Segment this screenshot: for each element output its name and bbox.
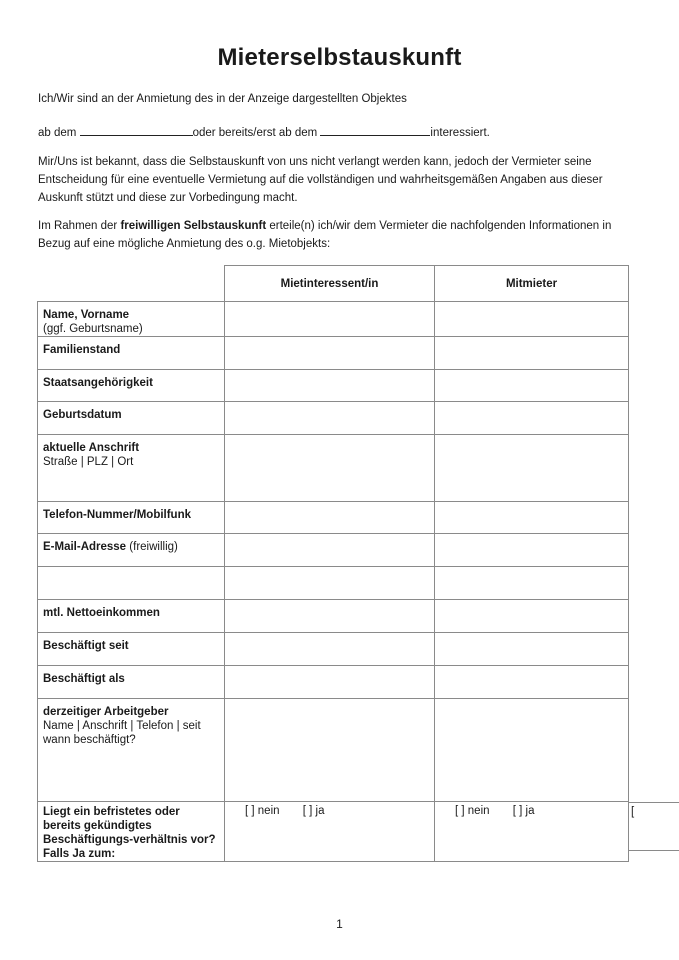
- applicant-cell[interactable]: [225, 502, 435, 534]
- table-row: [38, 435, 629, 502]
- row-label-text: Liegt ein befristetes oder bereits gekündigtes Beschäftigungs-verhältnis vor? Falls Ja zum:: [43, 806, 216, 860]
- page-number: 1: [336, 917, 343, 931]
- cotenant-cell[interactable]: [435, 337, 629, 370]
- row-label: [38, 370, 225, 402]
- row-label: [38, 802, 225, 862]
- clipped-column-fragment: [628, 802, 679, 851]
- table-row: [38, 534, 629, 567]
- row-label-text: Beschäftigt seit: [43, 640, 129, 652]
- applicant-option-ja[interactable]: [ ] ja: [302, 805, 325, 817]
- row-label: [38, 337, 225, 370]
- row-label-text: mtl. Nettoeinkommen: [43, 607, 160, 619]
- col-header-cotenant: Mitmieter: [435, 266, 629, 302]
- row-label: [38, 534, 225, 567]
- applicant-cell[interactable]: [225, 600, 435, 633]
- row-label-text: Staatsangehörigkeit: [43, 377, 153, 389]
- row-label-sub: Straße | PLZ | Ort: [43, 456, 134, 468]
- applicant-cell[interactable]: [225, 633, 435, 666]
- table-row: [38, 567, 629, 600]
- table-row: [38, 337, 629, 370]
- cotenant-cell[interactable]: [435, 370, 629, 402]
- start-date-field[interactable]: [80, 123, 193, 136]
- frame-text-start: Im Rahmen der: [38, 220, 121, 232]
- cotenant-cell[interactable]: [435, 633, 629, 666]
- row-label-empty: [38, 567, 225, 600]
- row-label-sub: (ggf. Geburtsname): [43, 323, 143, 335]
- cotenant-cell[interactable]: [435, 567, 629, 600]
- row-label: [38, 600, 225, 633]
- row-label: [38, 302, 225, 337]
- table-row: [38, 302, 629, 337]
- cotenant-cell[interactable]: [435, 534, 629, 567]
- applicant-cell[interactable]: [225, 699, 435, 802]
- row-label: [38, 633, 225, 666]
- row-label: [38, 699, 225, 802]
- col-header-applicant: Mietinteressent/in: [225, 266, 435, 302]
- applicant-cell[interactable]: [225, 534, 435, 567]
- applicant-cell: [225, 802, 435, 862]
- header-row: [38, 266, 629, 302]
- cotenant-cell[interactable]: [435, 302, 629, 337]
- row-label-text: Familienstand: [43, 344, 121, 356]
- frame-text-end: erteile(n) ich/wir dem Vermieter die nachfolgenden Informationen in Bezug auf eine mögliche Anmietung des o.g. Mietobjekts:: [38, 220, 612, 250]
- table-row: [38, 633, 629, 666]
- row-label-text: E-Mail-Adresse: [43, 541, 127, 553]
- applicant-cell[interactable]: [225, 567, 435, 600]
- notice-text: Mir/Uns ist bekannt, dass die Selbstauskunft von uns nicht verlangt werden kann, jedoch der Vermieter seine Entscheidung für eine eventuelle Vermietung auf die vollständigen und wahrheitsgemäßen Angaben aus dieser Auskunft stützt und diese zur Vorbedingung macht.: [38, 156, 603, 204]
- cotenant-cell[interactable]: [435, 600, 629, 633]
- applicant-cell[interactable]: [225, 666, 435, 699]
- applicant-cell[interactable]: [225, 302, 435, 337]
- row-label-text: aktuelle Anschrift: [43, 442, 140, 454]
- table-row: [38, 370, 629, 402]
- frame-text: [38, 217, 638, 253]
- applicant-cell[interactable]: [225, 370, 435, 402]
- date-prefix: ab dem: [38, 127, 77, 139]
- header-corner: [38, 266, 225, 302]
- cotenant-cell[interactable]: [435, 435, 629, 502]
- cotenant-cell[interactable]: [435, 699, 629, 802]
- applicant-cell[interactable]: [225, 435, 435, 502]
- cotenant-option-nein[interactable]: [ ] nein: [455, 805, 490, 817]
- date-middle: oder bereits/erst ab dem: [192, 127, 318, 139]
- cotenant-cell[interactable]: [435, 402, 629, 435]
- intro-text: Ich/Wir sind an der Anmietung des in der Anzeige dargestellten Objektes: [38, 93, 407, 105]
- clipped-bracket: [: [631, 806, 635, 818]
- document-title: Mieterselbstauskunft: [217, 44, 462, 71]
- frame-text-bold: freiwilligen Selbstauskunft: [120, 220, 267, 232]
- date-line: [38, 123, 638, 142]
- row-label: [38, 502, 225, 534]
- row-label-sub: Name | Anschrift | Telefon | seit wann beschäftigt?: [43, 720, 201, 746]
- row-label-text: Geburtsdatum: [43, 409, 122, 421]
- row-label-text: Telefon-Nummer/Mobilfunk: [43, 509, 192, 521]
- table-row: [38, 502, 629, 534]
- cotenant-cell[interactable]: [435, 502, 629, 534]
- applicant-table: [37, 265, 629, 862]
- cotenant-cell: [435, 802, 629, 862]
- date-suffix: interessiert.: [430, 127, 490, 139]
- table-row: [38, 600, 629, 633]
- alt-date-field[interactable]: [320, 123, 430, 136]
- cotenant-cell[interactable]: [435, 666, 629, 699]
- applicant-option-nein[interactable]: [ ] nein: [245, 805, 280, 817]
- row-label-inline: (freiwillig): [129, 541, 178, 553]
- table-row: [38, 402, 629, 435]
- row-label-text: derzeitiger Arbeitgeber: [43, 706, 169, 718]
- row-label-text: Beschäftigt als: [43, 673, 125, 685]
- row-label: [38, 666, 225, 699]
- table-row: [38, 699, 629, 802]
- table-row: [38, 802, 629, 862]
- applicant-cell[interactable]: [225, 337, 435, 370]
- row-label: [38, 435, 225, 502]
- cotenant-option-ja[interactable]: [ ] ja: [512, 805, 535, 817]
- table-row: [38, 666, 629, 699]
- applicant-cell[interactable]: [225, 402, 435, 435]
- row-label-text: Name, Vorname: [43, 309, 130, 321]
- row-label: [38, 402, 225, 435]
